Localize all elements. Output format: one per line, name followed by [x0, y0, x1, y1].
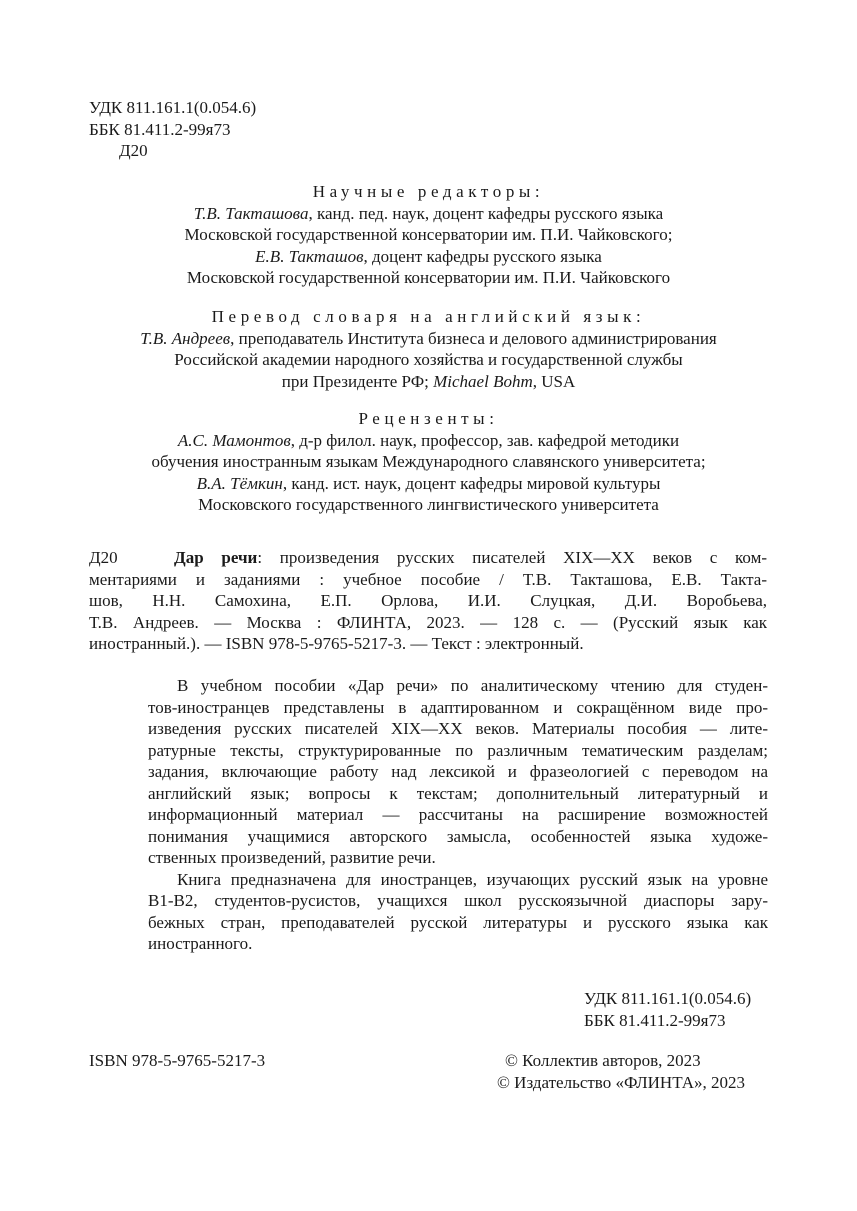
copyright-publisher: © Издательство «ФЛИНТА», 2023	[497, 1072, 746, 1092]
annotation-line: тов-иностранцев представлены в адаптированном и сокращённом виде про-	[148, 697, 768, 717]
isbn: ISBN 978-5-9765-5217-3	[89, 1051, 266, 1070]
translator-line: Т.В. Андреев, преподаватель Института бизнеса и делового администрирования	[140, 328, 717, 348]
footer-udk: УДК 811.161.1(0.054.6)	[584, 989, 752, 1008]
editor-line: Московской государственной консерватории им. П.И. Чайковского;	[184, 225, 673, 244]
author-sign-code: Д20	[119, 141, 148, 160]
translation-heading: Перевод словаря на английский язык:	[211, 307, 646, 326]
annotation-line: В учебном пособии «Дар речи» по аналитическому чтению для студен-	[177, 676, 768, 695]
translator-line: Российской академии народного хозяйства и государственной службы	[174, 350, 683, 369]
classification-block	[89, 97, 256, 162]
reviewer-line: Московского государственного лингвистического университета	[198, 495, 659, 514]
annotation-line: изведения русских писателей XIX—XX веков. Материалы пособия — лите-	[148, 719, 768, 738]
annotation-line: бежных стран, преподавателей русской литературы и русского языка как	[148, 912, 768, 932]
reviewers-heading: Рецензенты:	[358, 409, 499, 428]
reviewers-section	[60, 408, 797, 516]
annotation-line: английский язык; вопросы к текстам; дополнительный литературный и	[148, 783, 768, 803]
biblio-line: Дар речи: произведения русских писателей XIX—XX веков с ком-	[174, 548, 768, 567]
biblio-line: шов, Н.Н. Самохина, Е.П. Орлова, И.И. Слуцкая, Д.И. Воробьева,	[89, 591, 767, 610]
editor-line: Е.В. Такташов, доцент кафедры русского языка	[255, 246, 602, 266]
biblio-line: ментариями и заданиями : учебное пособие / Т.В. Такташова, Е.В. Такта-	[89, 569, 767, 589]
footer-classification	[584, 988, 751, 1031]
reviewer-line: обучения иностранным языкам Международного славянского университета;	[151, 452, 706, 471]
editors-section	[60, 181, 797, 289]
annotation-line: Книга предназначена для иностранцев, изучающих русский язык на уровне	[177, 869, 768, 889]
annotation-line: информационный материал — рассчитаны на расширение возможностей	[148, 805, 768, 824]
biblio-line: Т.В. Андреев. — Москва : ФЛИНТА, 2023. — 128 с. — (Русский язык как	[89, 612, 767, 632]
biblio-code: Д20	[89, 548, 118, 567]
annotation-line: задания, включающие работу над лексикой и фразеологией с переводом на	[148, 762, 768, 781]
editor-line: Т.В. Такташова, канд. пед. наук, доцент кафедры русского языка	[193, 203, 664, 223]
biblio-line: иностранный.). — ISBN 978-5-9765-5217-3. — Текст : электронный.	[89, 634, 584, 653]
annotation-line: ственных произведений, развитие речи.	[148, 848, 436, 867]
footer-bbk: ББК 81.411.2-99я73	[584, 1010, 726, 1030]
translation-section	[60, 306, 797, 392]
annotation-line: ратурные тексты, структурированные по различным тематическим разделам;	[148, 740, 768, 760]
copyright-authors: © Коллектив авторов, 2023	[505, 1051, 701, 1070]
reviewer-line: В.А. Тёмкин, канд. ист. наук, доцент кафедры мировой культуры	[196, 473, 661, 493]
annotation	[148, 675, 768, 955]
annotation-line: понимания учащимися авторского замысла, особенностей языка художе-	[148, 826, 768, 846]
editors-heading: Научные редакторы:	[312, 182, 545, 201]
book-title: Дар речи	[174, 548, 258, 567]
editor-line: Московской государственной консерватории им. П.И. Чайковского	[186, 268, 671, 287]
bibliographic-record	[89, 547, 767, 655]
annotation-line: В1-В2, студентов-русистов, учащихся школ русскоязычной диаспоры зару-	[148, 891, 768, 910]
reviewer-line: А.С. Мамонтов, д-р филол. наук, профессор, зав. кафедрой методики	[177, 430, 680, 450]
copyright-block	[497, 1050, 745, 1093]
annotation-line: иностранного.	[148, 934, 253, 953]
udk-code: УДК 811.161.1(0.054.6)	[89, 98, 257, 117]
translator-line: при Президенте РФ; Michael Bohm, USA	[281, 371, 576, 391]
bbk-code: ББК 81.411.2-99я73	[89, 119, 231, 139]
